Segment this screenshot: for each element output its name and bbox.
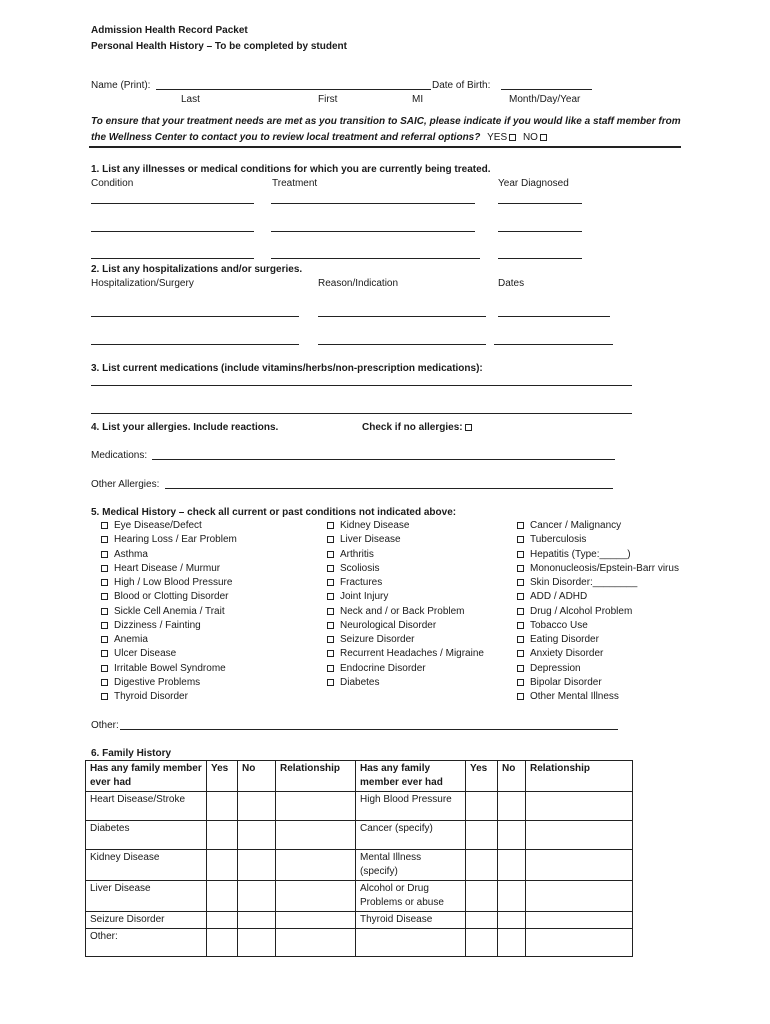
medical-history-label: Thyroid Disorder	[114, 691, 188, 702]
yes-cell[interactable]	[466, 821, 498, 850]
medical-history-label: Fractures	[340, 577, 383, 588]
medical-history-item[interactable]	[101, 662, 226, 676]
relationship-cell[interactable]	[526, 912, 633, 929]
medical-history-item[interactable]	[517, 519, 621, 533]
medical-history-item[interactable]	[101, 590, 229, 604]
medical-history-label: Cancer / Malignancy	[530, 520, 622, 531]
medical-history-item[interactable]	[101, 676, 200, 690]
checkbox[interactable]	[101, 693, 108, 700]
relationship-cell[interactable]	[526, 792, 633, 821]
section3-title: 3. List current medications (include vitamins/herbs/non-prescription medications):	[91, 363, 483, 374]
document-title: Admission Health Record Packet	[91, 25, 248, 36]
checkbox[interactable]	[517, 608, 524, 615]
medical-history-item[interactable]	[327, 633, 414, 647]
medical-history-label: Tobacco Use	[530, 619, 588, 631]
no-allergies-checkbox[interactable]	[465, 424, 472, 431]
medical-history-label: Drug / Alcohol Problem	[530, 605, 633, 617]
checkbox[interactable]	[327, 579, 334, 586]
name-label: Name (Print):	[91, 80, 151, 91]
checkbox[interactable]	[327, 622, 334, 629]
checkbox[interactable]	[517, 565, 524, 572]
wellness-question-text: the Wellness Center to contact you to review local treatment and referral options?	[91, 132, 481, 143]
medical-history-item[interactable]	[327, 647, 484, 661]
other-allergies-line[interactable]	[165, 488, 613, 489]
condition-line[interactable]	[91, 258, 254, 259]
checkbox[interactable]	[517, 636, 524, 643]
medical-history-item[interactable]	[517, 690, 619, 704]
condition-cell: Seizure Disorder	[86, 912, 207, 929]
yes-cell[interactable]	[207, 912, 238, 929]
checkbox[interactable]	[101, 551, 108, 558]
medical-history-label: Depression	[530, 662, 581, 674]
checkbox[interactable]	[517, 551, 524, 558]
medical-history-item[interactable]	[101, 605, 225, 619]
section2-col-reason: Reason/Indication	[318, 278, 399, 289]
medical-history-label: Bipolar Disorder	[530, 676, 602, 688]
medical-history-label: Heart Disease / Murmur	[114, 562, 221, 574]
checkbox[interactable]	[327, 679, 334, 686]
condition-cell: Heart Disease/Stroke	[86, 792, 207, 821]
medical-history-label: Hepatitis (Type:_____)	[530, 548, 631, 560]
checkbox[interactable]	[101, 522, 108, 529]
medical-history-label: Anxiety Disorder	[530, 648, 604, 660]
checkbox[interactable]	[327, 650, 334, 657]
dates-line[interactable]	[494, 344, 613, 345]
relationship-header: Relationship	[276, 761, 356, 792]
medical-history-label: Kidney Disease	[340, 520, 410, 531]
no-cell[interactable]	[498, 881, 526, 912]
relationship-cell[interactable]	[276, 792, 356, 821]
checkbox[interactable]	[517, 536, 524, 543]
no-cell[interactable]	[498, 929, 526, 957]
family-question-header: Has any family member ever had	[86, 761, 207, 792]
no-cell[interactable]	[238, 821, 276, 850]
checkbox[interactable]	[101, 636, 108, 643]
middle-initial-caption: MI	[412, 94, 424, 105]
reason-line[interactable]	[318, 344, 486, 345]
yes-cell[interactable]	[466, 929, 498, 957]
medical-history-item[interactable]	[101, 690, 188, 704]
allergy-medications-label: Medications:	[91, 450, 148, 461]
medical-history-item[interactable]	[517, 647, 603, 661]
medical-history-label: Recurrent Headaches / Migraine	[340, 648, 484, 660]
medical-history-label: Mononucleosis/Epstein-Barr virus	[530, 562, 679, 574]
medical-history-item[interactable]	[327, 548, 374, 562]
checkbox[interactable]	[327, 636, 334, 643]
treatment-line[interactable]	[271, 231, 475, 232]
no-cell[interactable]	[498, 850, 526, 881]
medical-history-label: Tuberculosis	[530, 534, 587, 546]
checkbox[interactable]	[327, 593, 334, 600]
medical-history-item[interactable]	[101, 633, 148, 647]
medical-history-label: Seizure Disorder	[340, 634, 415, 645]
medical-other-label: Other:	[91, 720, 119, 731]
medical-history-label: Arthritis	[340, 548, 374, 560]
no-header: No	[238, 761, 276, 792]
relationship-cell[interactable]	[276, 821, 356, 850]
medical-history-item[interactable]	[101, 576, 232, 590]
checkbox[interactable]	[517, 679, 524, 686]
yes-cell[interactable]	[466, 881, 498, 912]
checkbox[interactable]	[517, 665, 524, 672]
medical-history-label: Irritable Bowel Syndrome	[114, 662, 226, 674]
checkbox[interactable]	[327, 536, 334, 543]
hospitalization-line[interactable]	[91, 316, 299, 317]
medical-history-label: Neurological Disorder	[340, 619, 437, 631]
document-subtitle: Personal Health History – To be completed by student	[91, 41, 347, 52]
medical-history-item[interactable]	[327, 519, 409, 533]
relationship-cell[interactable]	[276, 912, 356, 929]
medical-history-item[interactable]	[517, 662, 581, 676]
section2-col-hospitalization: Hospitalization/Surgery	[91, 278, 194, 289]
medical-history-item[interactable]	[327, 619, 436, 633]
checkbox[interactable]	[517, 593, 524, 600]
no-cell[interactable]	[238, 912, 276, 929]
medical-history-item[interactable]	[517, 676, 602, 690]
treatment-line[interactable]	[271, 258, 480, 259]
relationship-cell[interactable]	[276, 850, 356, 881]
medical-other-line[interactable]	[120, 729, 618, 730]
medical-history-item[interactable]	[517, 576, 637, 590]
medical-history-item[interactable]	[327, 590, 388, 604]
medical-history-label: Joint Injury	[340, 591, 389, 603]
checkbox[interactable]	[517, 693, 524, 700]
medical-history-item[interactable]	[101, 548, 148, 562]
section1-col-condition: Condition	[91, 178, 134, 189]
checkbox[interactable]	[327, 551, 334, 558]
checkbox[interactable]	[101, 679, 108, 686]
section-divider	[89, 146, 681, 148]
medical-history-label: Ulcer Disease	[114, 648, 177, 660]
checkbox[interactable]	[101, 565, 108, 572]
yes-cell[interactable]	[466, 792, 498, 821]
relationship-header: Relationship	[526, 761, 633, 792]
relationship-cell[interactable]	[526, 881, 633, 912]
medical-history-item[interactable]	[327, 605, 465, 619]
yes-cell[interactable]	[207, 850, 238, 881]
checkbox[interactable]	[101, 593, 108, 600]
dob-input-line[interactable]	[501, 89, 592, 90]
no-cell[interactable]	[238, 850, 276, 881]
checkbox[interactable]	[327, 608, 334, 615]
dates-line[interactable]	[498, 316, 610, 317]
no-cell[interactable]	[498, 912, 526, 929]
yes-header: Yes	[207, 761, 238, 792]
condition-cell: Mental Illness (specify)	[356, 850, 466, 881]
no-cell[interactable]	[238, 929, 276, 957]
medical-history-label: Endocrine Disorder	[340, 662, 426, 674]
checkbox[interactable]	[517, 522, 524, 529]
medical-history-item[interactable]	[101, 647, 176, 661]
medical-history-item[interactable]	[517, 619, 588, 633]
condition-line[interactable]	[91, 203, 254, 204]
medical-history-label: Digestive Problems	[114, 676, 201, 688]
family-question-header: Has any family member ever had	[356, 761, 466, 792]
checkbox[interactable]	[327, 565, 334, 572]
no-checkbox[interactable]	[540, 134, 547, 141]
checkbox[interactable]	[517, 579, 524, 586]
checkbox[interactable]	[327, 665, 334, 672]
medical-history-label: ADD / ADHD	[530, 591, 588, 603]
no-allergies-label	[362, 421, 472, 434]
hospitalization-line[interactable]	[91, 344, 299, 345]
medical-history-label: High / Low Blood Pressure	[114, 577, 233, 588]
medical-history-label: Blood or Clotting Disorder	[114, 591, 229, 603]
first-name-caption: First	[318, 94, 338, 105]
medical-history-item[interactable]	[101, 562, 220, 576]
checkbox[interactable]	[101, 536, 108, 543]
dob-label: Date of Birth:	[432, 80, 491, 91]
condition-cell[interactable]	[356, 929, 466, 957]
no-cell[interactable]	[238, 881, 276, 912]
medical-history-label: Skin Disorder:________	[530, 577, 638, 588]
medications-line[interactable]	[91, 413, 632, 414]
checkbox[interactable]	[517, 622, 524, 629]
table-row	[86, 881, 633, 912]
yes-cell[interactable]	[207, 929, 238, 957]
table-row	[86, 792, 633, 821]
medical-history-item[interactable]	[327, 562, 379, 576]
section1-col-treatment: Treatment	[272, 178, 318, 189]
checkbox[interactable]	[327, 522, 334, 529]
section1-title: 1. List any illnesses or medical conditions for which you are currently being treated.	[91, 164, 491, 175]
table-row	[86, 912, 633, 929]
medical-history-item[interactable]	[327, 676, 379, 690]
relationship-cell[interactable]	[276, 929, 356, 957]
section6-title: 6. Family History	[91, 748, 172, 759]
medical-history-item[interactable]	[517, 548, 631, 562]
treatment-line[interactable]	[271, 203, 475, 204]
other-allergies-label: Other Allergies:	[91, 479, 160, 490]
no-header: No	[498, 761, 526, 792]
yes-checkbox[interactable]	[509, 134, 516, 141]
yes-header: Yes	[466, 761, 498, 792]
checkbox[interactable]	[517, 650, 524, 657]
yes-cell[interactable]	[466, 850, 498, 881]
medical-history-item[interactable]	[517, 562, 679, 576]
medications-line[interactable]	[91, 385, 632, 386]
table-row	[86, 821, 633, 850]
medical-history-label: Anemia	[114, 634, 148, 645]
no-label: NO	[522, 132, 538, 143]
condition-cell: Kidney Disease	[86, 850, 207, 881]
section5-title: 5. Medical History – check all current or past conditions not indicated above:	[91, 507, 457, 518]
yes-cell[interactable]	[207, 821, 238, 850]
medical-history-item[interactable]	[327, 576, 382, 590]
yes-cell[interactable]	[207, 881, 238, 912]
wellness-question-line1: To ensure that your treatment needs are met as you transition to SAIC, please indicate if you would like a staff member from	[91, 116, 681, 127]
name-input-line[interactable]	[156, 89, 431, 90]
medical-history-label: Sickle Cell Anemia / Trait	[114, 605, 225, 617]
checkbox[interactable]	[101, 579, 108, 586]
medical-history-item[interactable]	[327, 662, 426, 676]
medical-history-label: Eye Disease/Defect	[114, 520, 202, 531]
medical-history-item[interactable]	[101, 533, 237, 547]
medical-history-label: Eating Disorder	[530, 634, 599, 645]
checkbox[interactable]	[101, 665, 108, 672]
medical-history-item[interactable]	[327, 533, 401, 547]
relationship-cell[interactable]	[526, 929, 633, 957]
medical-history-item[interactable]	[517, 605, 632, 619]
medical-history-item[interactable]	[517, 633, 599, 647]
year-line[interactable]	[498, 203, 582, 204]
year-line[interactable]	[498, 258, 582, 259]
medical-history-label: Liver Disease	[340, 534, 401, 546]
medical-history-item[interactable]	[517, 590, 587, 604]
no-cell[interactable]	[498, 821, 526, 850]
section1-col-year: Year Diagnosed	[498, 178, 569, 189]
yes-cell[interactable]	[466, 912, 498, 929]
medical-history-label: Neck and / or Back Problem	[340, 605, 465, 617]
dob-format-caption: Month/Day/Year	[509, 94, 581, 105]
condition-cell: Alcohol or Drug Problems or abuse	[356, 881, 466, 912]
section2-title: 2. List any hospitalizations and/or surgeries.	[91, 264, 303, 275]
medical-history-item[interactable]	[101, 619, 201, 633]
no-cell[interactable]	[498, 792, 526, 821]
reason-line[interactable]	[318, 316, 486, 317]
medical-history-label: Hearing Loss / Ear Problem	[114, 534, 237, 546]
condition-cell: Diabetes	[86, 821, 207, 850]
year-line[interactable]	[498, 231, 582, 232]
table-row	[86, 929, 633, 957]
last-name-caption: Last	[181, 94, 200, 105]
medical-history-label: Asthma	[114, 548, 148, 560]
no-allergies-text: Check if no allergies:	[362, 422, 463, 433]
wellness-question-line2	[91, 131, 547, 144]
no-cell[interactable]	[238, 792, 276, 821]
relationship-cell[interactable]	[526, 850, 633, 881]
checkbox[interactable]	[101, 650, 108, 657]
section2-col-dates: Dates	[498, 278, 525, 289]
condition-cell: Thyroid Disease	[356, 912, 466, 929]
medical-history-label: Dizziness / Fainting	[114, 619, 201, 631]
section4-title: 4. List your allergies. Include reactions.	[91, 422, 279, 433]
relationship-cell[interactable]	[276, 881, 356, 912]
condition-cell: Cancer (specify)	[356, 821, 466, 850]
relationship-cell[interactable]	[526, 821, 633, 850]
checkbox[interactable]	[101, 622, 108, 629]
condition-cell: Liver Disease	[86, 881, 207, 912]
condition-line[interactable]	[91, 231, 254, 232]
table-row	[86, 850, 633, 881]
yes-cell[interactable]	[207, 792, 238, 821]
medical-history-item[interactable]	[101, 519, 202, 533]
family-history-header	[86, 761, 633, 792]
checkbox[interactable]	[101, 608, 108, 615]
medical-history-label: Other Mental Illness	[530, 691, 619, 702]
allergy-medications-line[interactable]	[152, 459, 615, 460]
medical-history-item[interactable]	[517, 533, 586, 547]
family-history-table	[85, 760, 633, 957]
yes-label: YES	[487, 132, 508, 143]
other-cell: Other:	[86, 929, 207, 957]
condition-cell: High Blood Pressure	[356, 792, 466, 821]
medical-history-label: Diabetes	[340, 676, 380, 688]
medical-history-label: Scoliosis	[340, 562, 380, 574]
